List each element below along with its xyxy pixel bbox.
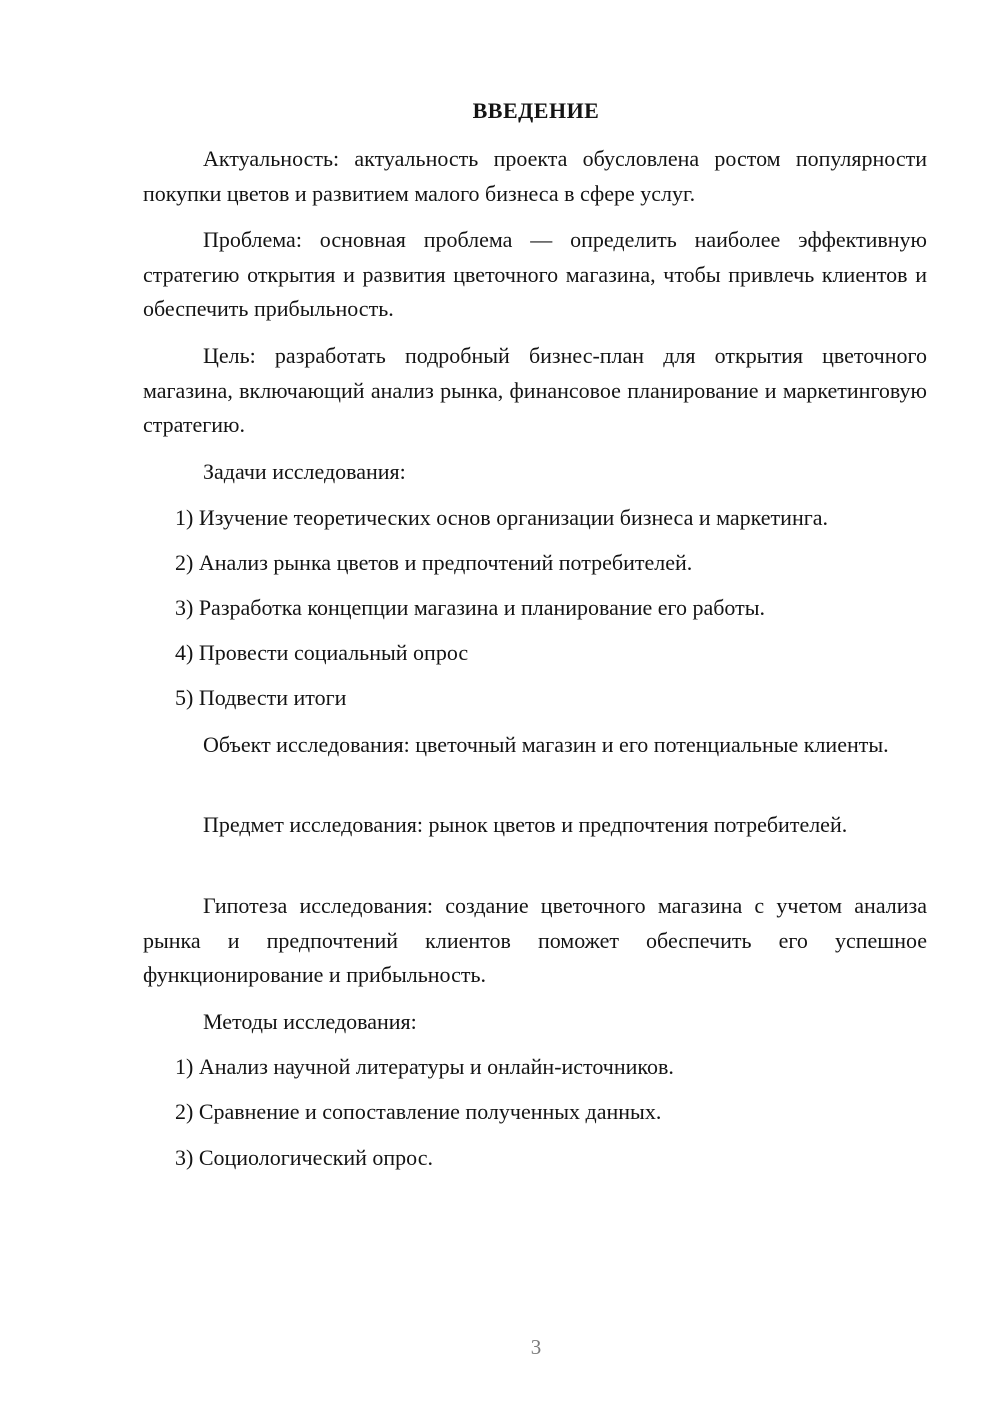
method-item-3: 3) Социологический опрос. [175,1145,433,1170]
goal-paragraph: Цель: разработать подробный бизнес-план для открытия цветочного магазина, включающий анализ рынка, финансовое планирование и маркетинговую стратегию. [143,343,927,437]
task-item-1: 1) Изучение теоретических основ организации бизнеса и маркетинга. [175,505,829,530]
tasks-heading: Задачи исследования: [203,459,406,484]
task-item-4: 4) Провести социальный опрос [175,640,469,665]
problem-paragraph: Проблема: основная проблема — определить наиболее эффективную стратегию открытия и развития цветочного магазина, чтобы привлечь клиентов и обеспечить прибыльность. [143,227,927,321]
task-item-3: 3) Разработка концепции магазина и планирование его работы. [175,595,766,620]
page-number: 3 [530,1335,542,1359]
methods-heading: Методы исследования: [203,1009,417,1034]
task-item-5: 5) Подвести итоги [175,685,347,710]
page-title: ВВЕДЕНИЕ [472,98,600,123]
hypothesis-paragraph: Гипотеза исследования: создание цветочного магазина с учетом анализа рынка и предпочтений клиентов поможет обеспечить его успешное функционирование и прибыльность. [143,893,927,987]
method-item-2: 2) Сравнение и сопоставление полученных данных. [175,1099,662,1124]
object-paragraph: Объект исследования: цветочный магазин и его потенциальные клиенты. [203,732,889,757]
relevance-paragraph: Актуальность: актуальность проекта обусловлена ростом популярности покупки цветов и развитием малого бизнеса в сфере услуг. [143,146,927,206]
subject-paragraph: Предмет исследования: рынок цветов и предпочтения потребителей. [203,812,848,837]
task-item-2: 2) Анализ рынка цветов и предпочтений потребителей. [175,550,693,575]
method-item-1: 1) Анализ научной литературы и онлайн-источников. [175,1054,674,1079]
